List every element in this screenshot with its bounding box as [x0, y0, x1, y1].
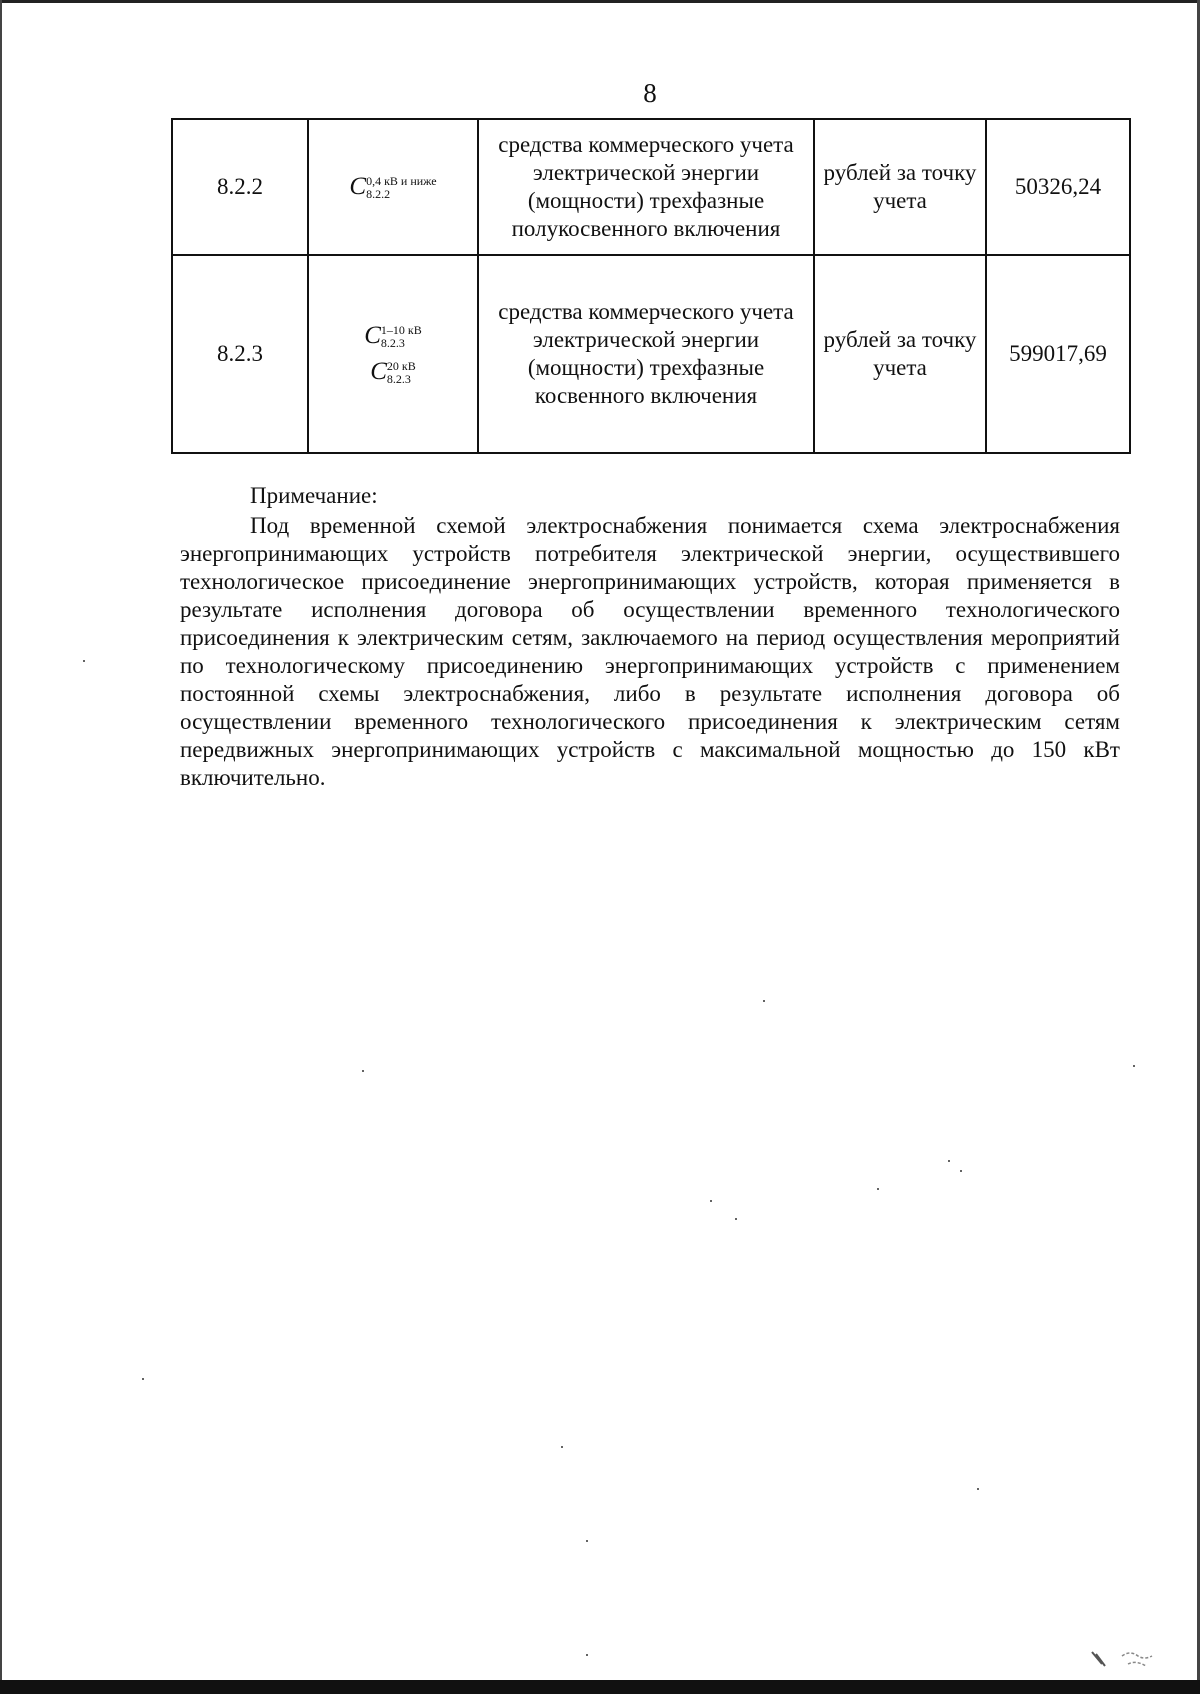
scan-speck	[710, 1200, 712, 1202]
note-paragraph: Под временной схемой электроснабжения понимается схема электроснабжения энергопринимающих устройств потребителя электрической энергии, осуществившего технологическое присоединение энергопринимающих устройств, которая применяется в результате исполнения договора об осуществлении временного технологического присоединения к электрическим сетям, заключаемого на период осуществления мероприятий по технологическому присоединению энергопринимающих устройств с применением постоянной схемы электроснабжения, либо в результате исполнения договора об осуществлении временного технологического присоединения к электрическим сетям передвижных энергопринимающих устройств с максимальной мощностью до 150 кВт включительно.	[180, 513, 1120, 790]
item-code-cell: 8.2.2	[172, 119, 308, 255]
value-cell: 599017,69	[986, 255, 1130, 453]
scan-artifact-mark	[1088, 1646, 1162, 1674]
symbol-superscript: 1–10 кВ	[380, 323, 422, 338]
description-cell: средства коммерческого учета электрической энергии (мощности) трехфазные косвенного включения	[478, 255, 814, 453]
symbol-superscript: 20 кВ	[386, 359, 416, 374]
rate-symbol	[370, 354, 416, 390]
description-cell: средства коммерческого учета электрической энергии (мощности) трехфазные полукосвенного включения	[478, 119, 814, 255]
rate-symbol	[364, 318, 422, 354]
table-row	[172, 119, 1130, 255]
scan-speck	[142, 1378, 144, 1380]
scan-speck	[586, 1654, 588, 1656]
symbol-subscript: 8.2.3	[386, 372, 411, 387]
scan-speck	[735, 1218, 737, 1220]
scan-border-left	[0, 0, 2, 1694]
symbol-subscript: 8.2.3	[380, 336, 405, 351]
item-code-cell: 8.2.3	[172, 255, 308, 453]
symbol-base: C	[370, 358, 387, 385]
scan-speck	[948, 1160, 950, 1162]
scan-speck	[83, 660, 85, 662]
scan-border-top	[0, 0, 1200, 3]
scan-speck	[877, 1188, 879, 1190]
rate-symbol-cell	[308, 119, 478, 255]
scan-speck	[960, 1170, 962, 1172]
note-heading: Примечание:	[250, 483, 378, 508]
rate-symbol-cell	[308, 255, 478, 453]
symbol-superscript: 0,4 кВ и ниже	[366, 174, 437, 189]
unit-cell: рублей за точку учета	[814, 119, 986, 255]
value-cell: 50326,24	[986, 119, 1130, 255]
scan-speck	[586, 1540, 588, 1542]
note-section	[180, 482, 1120, 792]
symbol-base: C	[349, 172, 367, 200]
scan-speck	[1133, 1065, 1135, 1067]
scan-speck	[362, 1070, 364, 1072]
page-number: 8	[643, 78, 657, 108]
unit-cell: рублей за точку учета	[814, 255, 986, 453]
symbol-subscript: 8.2.2	[366, 187, 391, 202]
rate-symbol	[349, 173, 436, 201]
table-row	[172, 255, 1130, 453]
scan-speck	[561, 1446, 563, 1448]
scan-border-bottom	[0, 1680, 1200, 1694]
scan-speck	[977, 1488, 979, 1490]
scan-speck	[763, 1000, 765, 1002]
symbol-base: C	[364, 322, 381, 349]
tariff-table	[171, 118, 1131, 454]
